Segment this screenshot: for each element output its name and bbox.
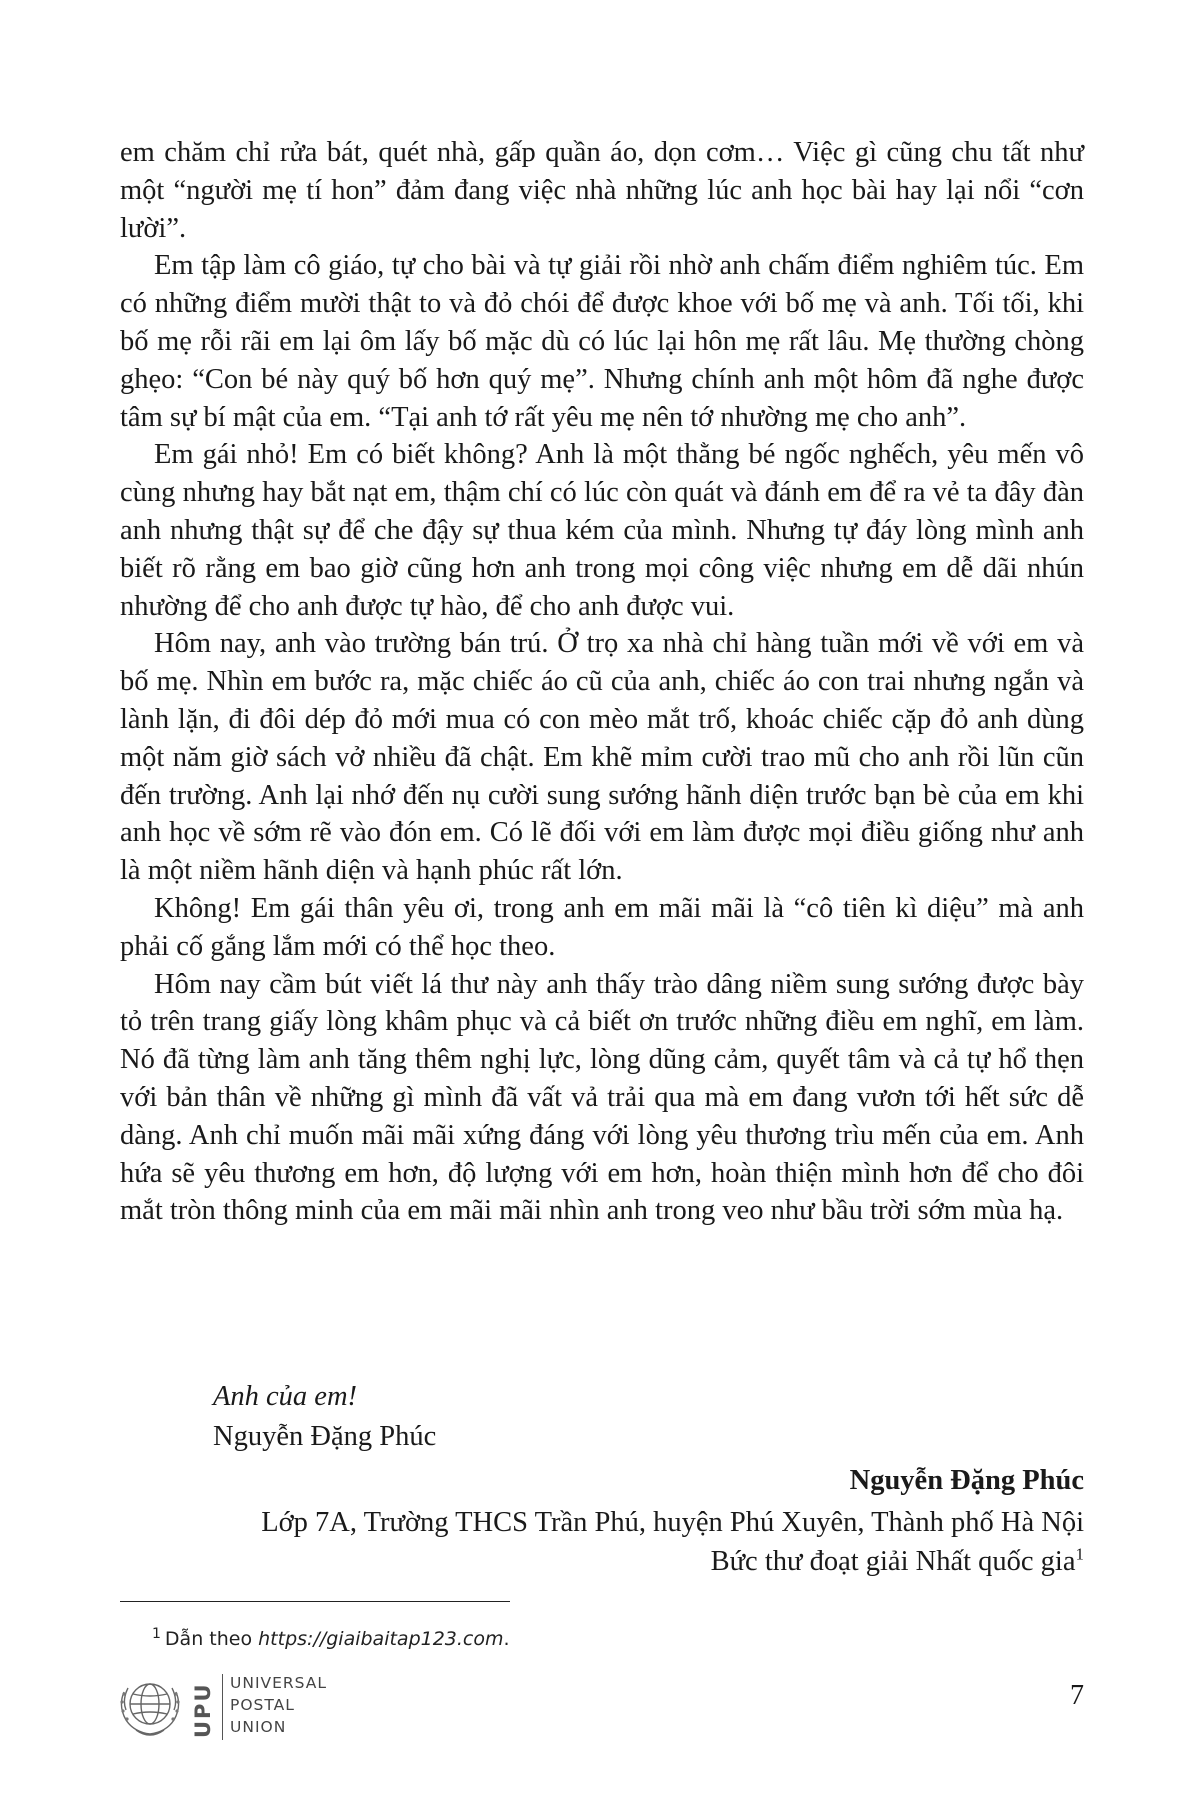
author-name: Nguyễn Đặng Phúc — [849, 1465, 1084, 1496]
upu-globe-icon — [114, 1670, 186, 1742]
footnote-suffix: . — [503, 1628, 510, 1650]
paragraph: Em gái nhỏ! Em có biết không? Anh là một thằng bé ngốc nghếch, yêu mến vô cùng nhưng hay bắt nạt em, thậm chí có lúc còn quát và đánh em để ra vẻ ta đây đàn anh nhưng thật sự để che đậy sự thua kém của mình. Nhưng tự đáy lòng mình anh biết rõ rằng em bao giờ cũng hơn anh trong mọi công việc nhưng em dễ dãi nhún nhường để cho anh được tự hào, để cho anh được vui. — [120, 439, 1084, 622]
letter-body — [120, 134, 1084, 1230]
upu-acronym — [190, 1674, 216, 1740]
closing-greeting: Anh của em! — [213, 1381, 358, 1412]
upu-acronym-text: UPU — [191, 1682, 215, 1738]
page-number: 7 — [1070, 1680, 1084, 1711]
author-school: Lớp 7A, Trường THCS Trần Phú, huyện Phú Xuyên, Thành phố Hà Nội — [261, 1507, 1084, 1538]
upu-word: UNION — [230, 1718, 287, 1736]
paragraph: Hôm nay, anh vào trường bán trú. Ở trọ xa nhà chỉ hàng tuần mới về với em và bố mẹ. Nhìn em bước ra, mặc chiếc áo cũ của anh, chiếc áo con trai nhưng ngắn và lành lặn, đi đôi dép đỏ mới mua có con mèo mắt trố, khoác chiếc cặp đỏ anh dùng một năm giờ sách vở nhiều đã chật. Em khẽ mỉm cười trao mũ cho anh rồi lũn cũn đến trường. Anh lại nhớ đến nụ cười sung sướng hãnh diện trước bạn bè của em khi anh học về sớm rẽ vào đón em. Có lẽ đối với em làm được mọi điều giống như anh là một niềm hãnh diện và hạnh phúc rất lớn. — [120, 628, 1084, 887]
upu-divider — [222, 1674, 223, 1740]
footnote-mark: 1 — [152, 1625, 161, 1642]
footnote-reference[interactable]: 1 — [1075, 1544, 1084, 1564]
paragraph: Hôm nay cầm bút viết lá thư này anh thấy trào dâng niềm sung sướng được bày tỏ trên trang giấy lòng khâm phục và cả biết ơn trước những điều em nghĩ, em làm. Nó đã từng làm anh tăng thêm nghị lực, lòng dũng cảm, quyết tâm và cả tự hổ thẹn với bản thân về những gì mình đã vất vả trải qua mà em đang vươn tới hết sức dễ dàng. Anh chỉ muốn mãi mãi xứng đáng với lòng yêu thương trìu mến của em. Anh hứa sẽ yêu thương em hơn, độ lượng với em hơn, hoàn thiện mình hơn để cho đôi mắt tròn thông minh của em mãi mãi nhìn anh trong veo như bầu trời sớm mùa hạ. — [120, 968, 1084, 1227]
paragraph: Em tập làm cô giáo, tự cho bài và tự giải rồi nhờ anh chấm điểm nghiêm túc. Em có những điểm mười thật to và đỏ chói để được khoe với bố mẹ và anh. Tối tối, khi bố mẹ rỗi rãi em lại ôm lấy bố mặc dù có lúc lại hôn mẹ rất lâu. Mẹ thường chòng ghẹo: “Con bé này quý bố hơn quý mẹ”. Nhưng chính anh một hôm đã nghe được tâm sự bí mật của em. “Tại anh tớ rất yêu mẹ nên tớ nhường mẹ cho anh”. — [120, 250, 1084, 433]
upu-word: POSTAL — [230, 1696, 295, 1714]
award-line — [711, 1543, 1084, 1581]
footnote-link[interactable]: https://giaibaitap123.com — [258, 1628, 504, 1650]
upu-word: UNIVERSAL — [230, 1674, 328, 1692]
closing-signature: Nguyễn Đặng Phúc — [213, 1421, 437, 1452]
paragraph: em chăm chỉ rửa bát, quét nhà, gấp quần áo, dọn cơm… Việc gì cũng chu tất như một “người mẹ tí hon” đảm đang việc nhà những lúc anh học bài hay lại nổi “cơn lười”. — [120, 137, 1084, 244]
award-text: Bức thư đoạt giải Nhất quốc gia — [710, 1546, 1076, 1577]
upu-logo — [114, 1668, 354, 1748]
paragraph: Không! Em gái thân yêu ơi, trong anh em mãi mãi là “cô tiên kì diệu” mà anh phải cố gắng lắm mới có thể học theo. — [120, 892, 1084, 962]
footnote-prefix: Dẫn theo — [164, 1628, 259, 1650]
footnote — [152, 1626, 510, 1652]
footnote-divider — [120, 1601, 510, 1602]
upu-wordmark — [230, 1672, 327, 1738]
